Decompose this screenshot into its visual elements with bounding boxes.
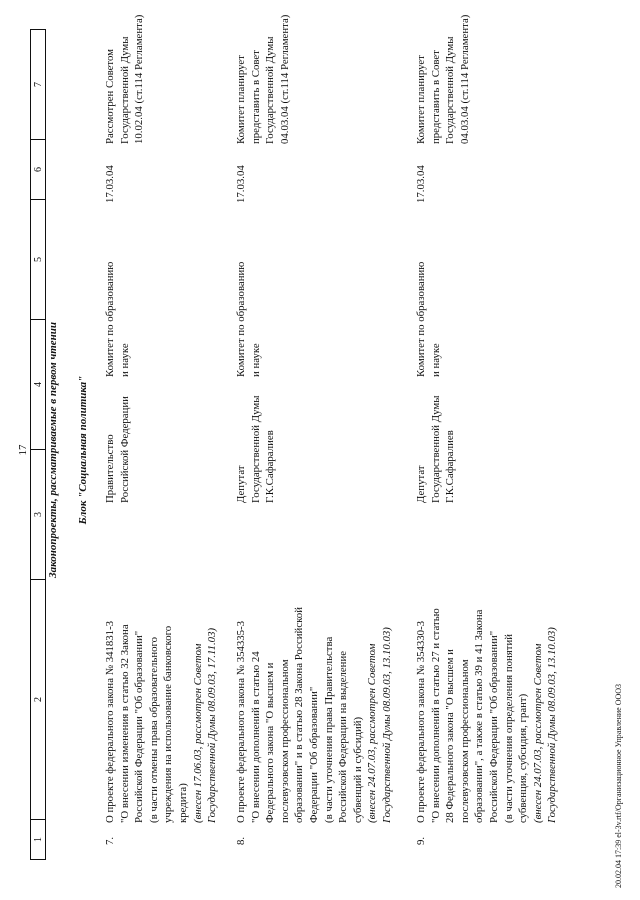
bill-description [414,590,560,823]
bill-title-line: субвенций и субсидий) [351,716,364,823]
bill-status: Комитет планирует представить в Совет Государственной Думы 04.03.04 (ст.114 Регламента) [235,14,291,144]
bill-title-line: О проекте федерального закона № 354330-3 [415,620,427,823]
column-number-7: 7 [31,30,46,140]
bill-note-line: (внесен 24.07.03, рассмотрен Советом [366,643,379,823]
bill-title-line: Федерации "Об образовании" [307,686,320,823]
page-number: 17 [17,444,29,456]
bill-title-line: (в части уточнения определения понятий [502,633,515,823]
bill-title-line: "О внесении изменения в статью 32 Закона [118,624,131,823]
responsible-committee: Комитет по образованию и науке [104,261,131,377]
bill-author: Правительство Российской Федерации [104,396,131,503]
bill-title-line: субвенция, субсидия, грант) [517,693,530,823]
block-title: Блок "Социальная политика" [77,375,89,525]
bill-title-line: (в части уточнения права Правительства [322,636,335,823]
row-number: 7. [104,836,116,845]
bill-note-line: Государственной Думы 08.09.03, 17.11.03) [206,627,219,823]
bill-title-line: послевузовском профессиональном [278,659,291,823]
review-date: 17.03.04 [415,165,427,203]
row-number: 8. [235,836,247,845]
bill-note-line: Государственной Думы 08.09.03, 13.10.03) [546,627,559,823]
bill-title-line: "О внесении дополнений в статью 24 [249,651,262,823]
bill-note-line: (внесен 24.07.03, рассмотрен Советом [531,643,544,823]
document-footer: 20.02.04 17:39 el-3v.rtf/Организационное Управление ООО3 [614,683,623,888]
responsible-committee: Комитет по образованию и науке [415,261,442,377]
bill-status: Комитет планирует представить в Совет Государственной Думы 04.03.04 (ст.114 Регламента) [415,14,471,144]
column-number-1: 1 [31,820,46,860]
bill-author: Депутат Государственной Думы Г.К.Сафаралиев [415,395,457,503]
bill-note-line: Государственной Думы 08.09.03, 13.10.03) [380,627,393,823]
review-date: 17.03.04 [104,165,116,203]
bill-title-line: Российской Федерации на выделение [337,650,350,823]
bill-title-line: Федерального закона "О высшем и [264,662,277,823]
bill-status: Рассмотрен Советом Государственной Думы 10.02.04 (ст.114 Регламента) [104,14,146,144]
bill-title-line: образовании", а также в статью 39 и 41 Закона [473,609,486,823]
bill-title-line: образовании" и в статью 28 Закона Российской [293,607,306,823]
responsible-committee: Комитет по образованию и науке [235,261,262,377]
bill-title-line: "О внесении дополнений в статью 27 и статью [429,608,442,823]
column-number-3: 3 [31,450,46,580]
bill-title-line: Российской Федерации "Об образовании" [487,630,500,823]
column-number-2: 2 [31,580,46,820]
bill-title-line: Российской Федерации "Об образовании" [133,630,146,823]
bill-note-line: (внесен 17.06.03, рассмотрен Советом [191,643,204,823]
bill-author: Депутат Государственной Думы Г.К.Сафаралиев [235,395,277,503]
bill-title-line: О проекте федерального закона № 341831-3 [104,620,116,823]
bill-title-line: послевузовском профессиональном [458,659,471,823]
column-number-6: 6 [31,140,46,200]
column-number-4: 4 [31,320,46,450]
section-title: Законопроекты, рассматриваемые в первом чтении [47,322,59,578]
column-number-5: 5 [31,200,46,320]
review-date: 17.03.04 [235,165,247,203]
bill-title-line: учреждения на использование банковского [162,625,175,823]
row-number: 9. [415,836,427,845]
bill-title-line: кредита) [176,783,189,823]
bill-description [234,590,395,823]
bill-title-line: (в части отмены права образовательного [147,636,160,823]
column-header-row [30,29,46,860]
bill-title-line: 28 Федерального закона "О высшем и [444,649,457,823]
bill-description [103,590,220,823]
bill-title-line: О проекте федерального закона № 354335-3 [235,620,247,823]
